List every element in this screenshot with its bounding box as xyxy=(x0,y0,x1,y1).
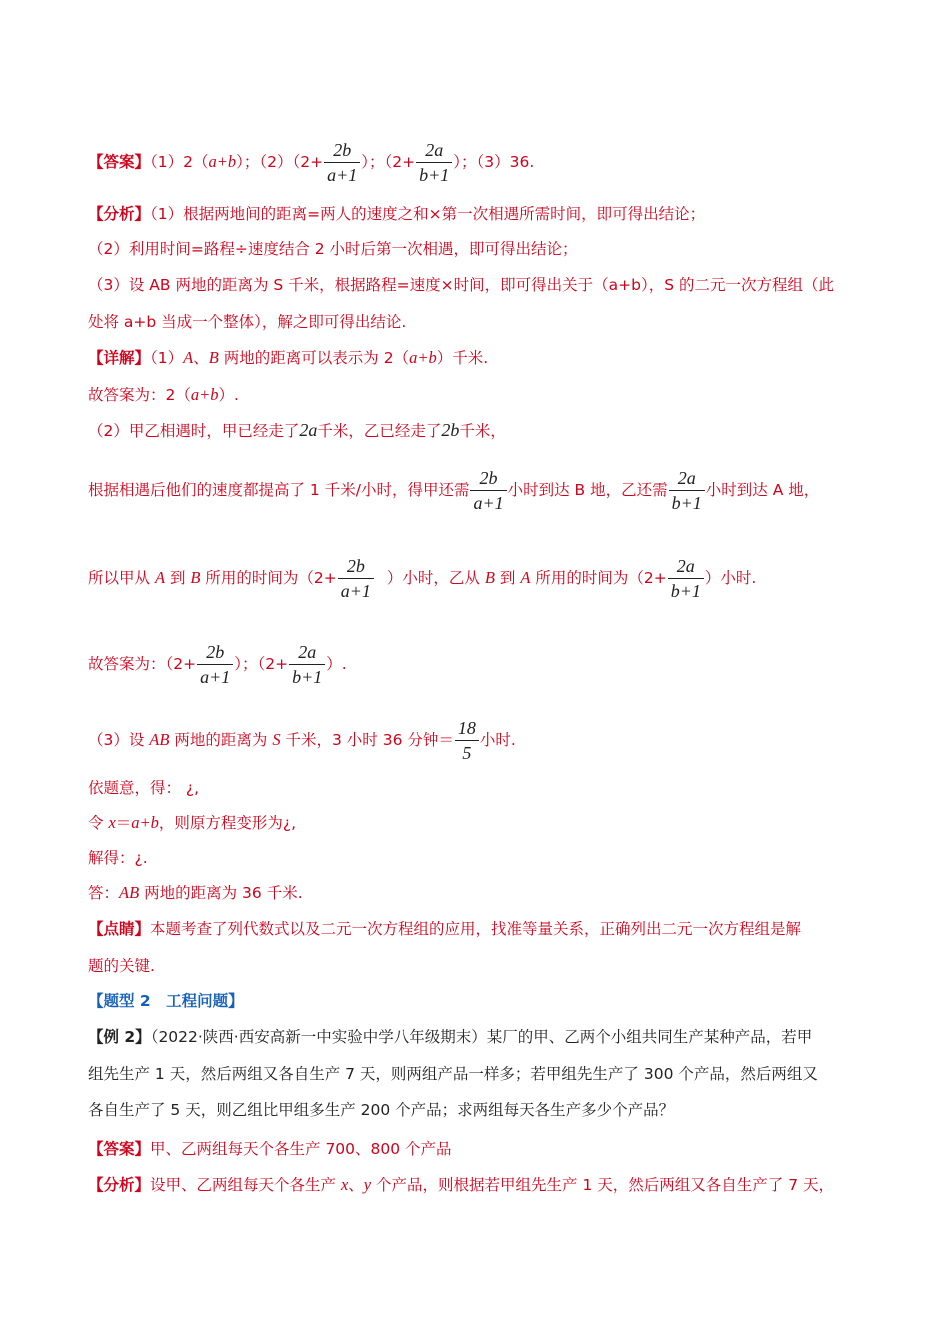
analysis2-line: 【分析】设甲、乙两组每天个各生产 x、y 个产品，则根据若甲组先生产 1 天，然后两组又各自生产了 7 天， xyxy=(88,1175,834,1194)
detail-line-7: （3）设 AB 两地的距离为 S 千米，3 小时 36 分钟＝ $\frac{18}{5}$ 小时. xyxy=(88,718,516,763)
example-line-2: 组先生产 1 天，然后两组又各自生产 7 天，则两组产品一样多；若甲组先生产了 300 个产品，然后两组又 xyxy=(88,1065,818,1083)
comment-line-1: 【点睛】本题考查了列代数式以及二元一次方程组的应用，找准等量关系，正确列出二元一次方程组是解 xyxy=(88,920,802,938)
detail-line-9: 令 x＝a+b，则原方程变形为¿, xyxy=(88,813,297,832)
answer-tag: 【答案】 xyxy=(88,153,151,171)
analysis-line-3: （3）设 AB 两地的距离为 S 千米，根据路程=速度×时间，即可得出关于（a+b），S 的二元一次方程组（此 xyxy=(88,276,834,294)
detail-line-11: 答：AB 两地的距离为 36 千米. xyxy=(88,883,303,902)
detail-line-2: 故答案为：2（a+b）. xyxy=(88,385,239,404)
detail-line-4: 根据相遇后他们的速度都提高了 1 千米/小时，得甲还需 $\frac{2b}{a+1}$ 小时到达 B 地，乙还需 $\frac{2a}{b+1}$ 小时到达 A 地， xyxy=(88,468,820,513)
fraction: $\frac{2a}{b+1}$ xyxy=(668,554,704,603)
detail-line-5: 所以甲从 A 到 B 所用的时间为（2+ $\frac{2b}{a+1}$ ）小时，乙从 B 到 A 所用的时间为（2+ $\frac{2a}{b+1}$ ）小时. xyxy=(88,556,757,601)
detail-line-1: 【详解】（1）A、B 两地的距离可以表示为 2（a+b）千米. xyxy=(88,348,489,367)
detail-line-3: （2）甲乙相遇时，甲已经走了2a千米，乙已经走了2b千米， xyxy=(88,420,506,440)
fraction: $\frac{2b}{a+1}$ xyxy=(470,466,506,515)
analysis2-tag: 【分析】 xyxy=(88,1176,151,1194)
detail-tag: 【详解】 xyxy=(88,349,151,367)
example-line-1: 【例 2】（2022·陕西·西安高新一中实验中学八年级期末）某厂的甲、乙两个小组共同生产某种产品，若甲 xyxy=(88,1028,813,1046)
section-heading: 【题型 2 工程问题】 xyxy=(88,992,244,1010)
detail-line-8: 依题意，得： ¿, xyxy=(88,779,200,797)
comment-line-2: 题的关键. xyxy=(88,957,155,975)
fraction: $\frac{2a}{b+1}$ xyxy=(289,640,325,689)
analysis-line-4: 处将 a+b 当成一个整体），解之即可得出结论. xyxy=(88,313,407,331)
answer2-tag: 【答案】 xyxy=(88,1140,151,1158)
fraction: $\frac{18}{5}$ xyxy=(455,716,479,765)
fraction: $\frac{2a}{b+1}$ xyxy=(669,466,705,515)
answer-line-1: 【答案】（1）2（a+b）；（2）（2+ $\frac{2b}{a+1}$ ）；（2+ $\frac{2a}{b+1}$ ）；（3）36. xyxy=(88,140,535,185)
analysis-tag: 【分析】 xyxy=(88,205,151,223)
analysis-line-2: （2）利用时间=路程÷速度结合 2 小时后第一次相遇，即可得出结论； xyxy=(88,240,578,258)
comment-tag: 【点睛】 xyxy=(88,920,151,938)
example-line-3: 各自生产了 5 天，则乙组比甲组多生产 200 个产品；求两组每天各生产多少个产品？ xyxy=(88,1101,675,1119)
answer2-line: 【答案】甲、乙两组每天个各生产 700、800 个产品 xyxy=(88,1140,452,1158)
example-tag: 【例 2】 xyxy=(88,1028,151,1046)
analysis-line-1: 【分析】（1）根据两地间的距离=两人的速度之和×第一次相遇所需时间，即可得出结论； xyxy=(88,205,706,223)
fraction: $\frac{2a}{b+1}$ xyxy=(416,138,452,187)
fraction: $\frac{2b}{a+1}$ xyxy=(324,138,360,187)
detail-line-6: 故答案为：（2+ $\frac{2b}{a+1}$ ）；（2+ $\frac{2a}{b+1}$ ）. xyxy=(88,642,347,687)
fraction: $\frac{2b}{a+1}$ xyxy=(338,554,374,603)
detail-line-10: 解得：¿. xyxy=(88,849,148,867)
fraction: $\frac{2b}{a+1}$ xyxy=(197,640,233,689)
